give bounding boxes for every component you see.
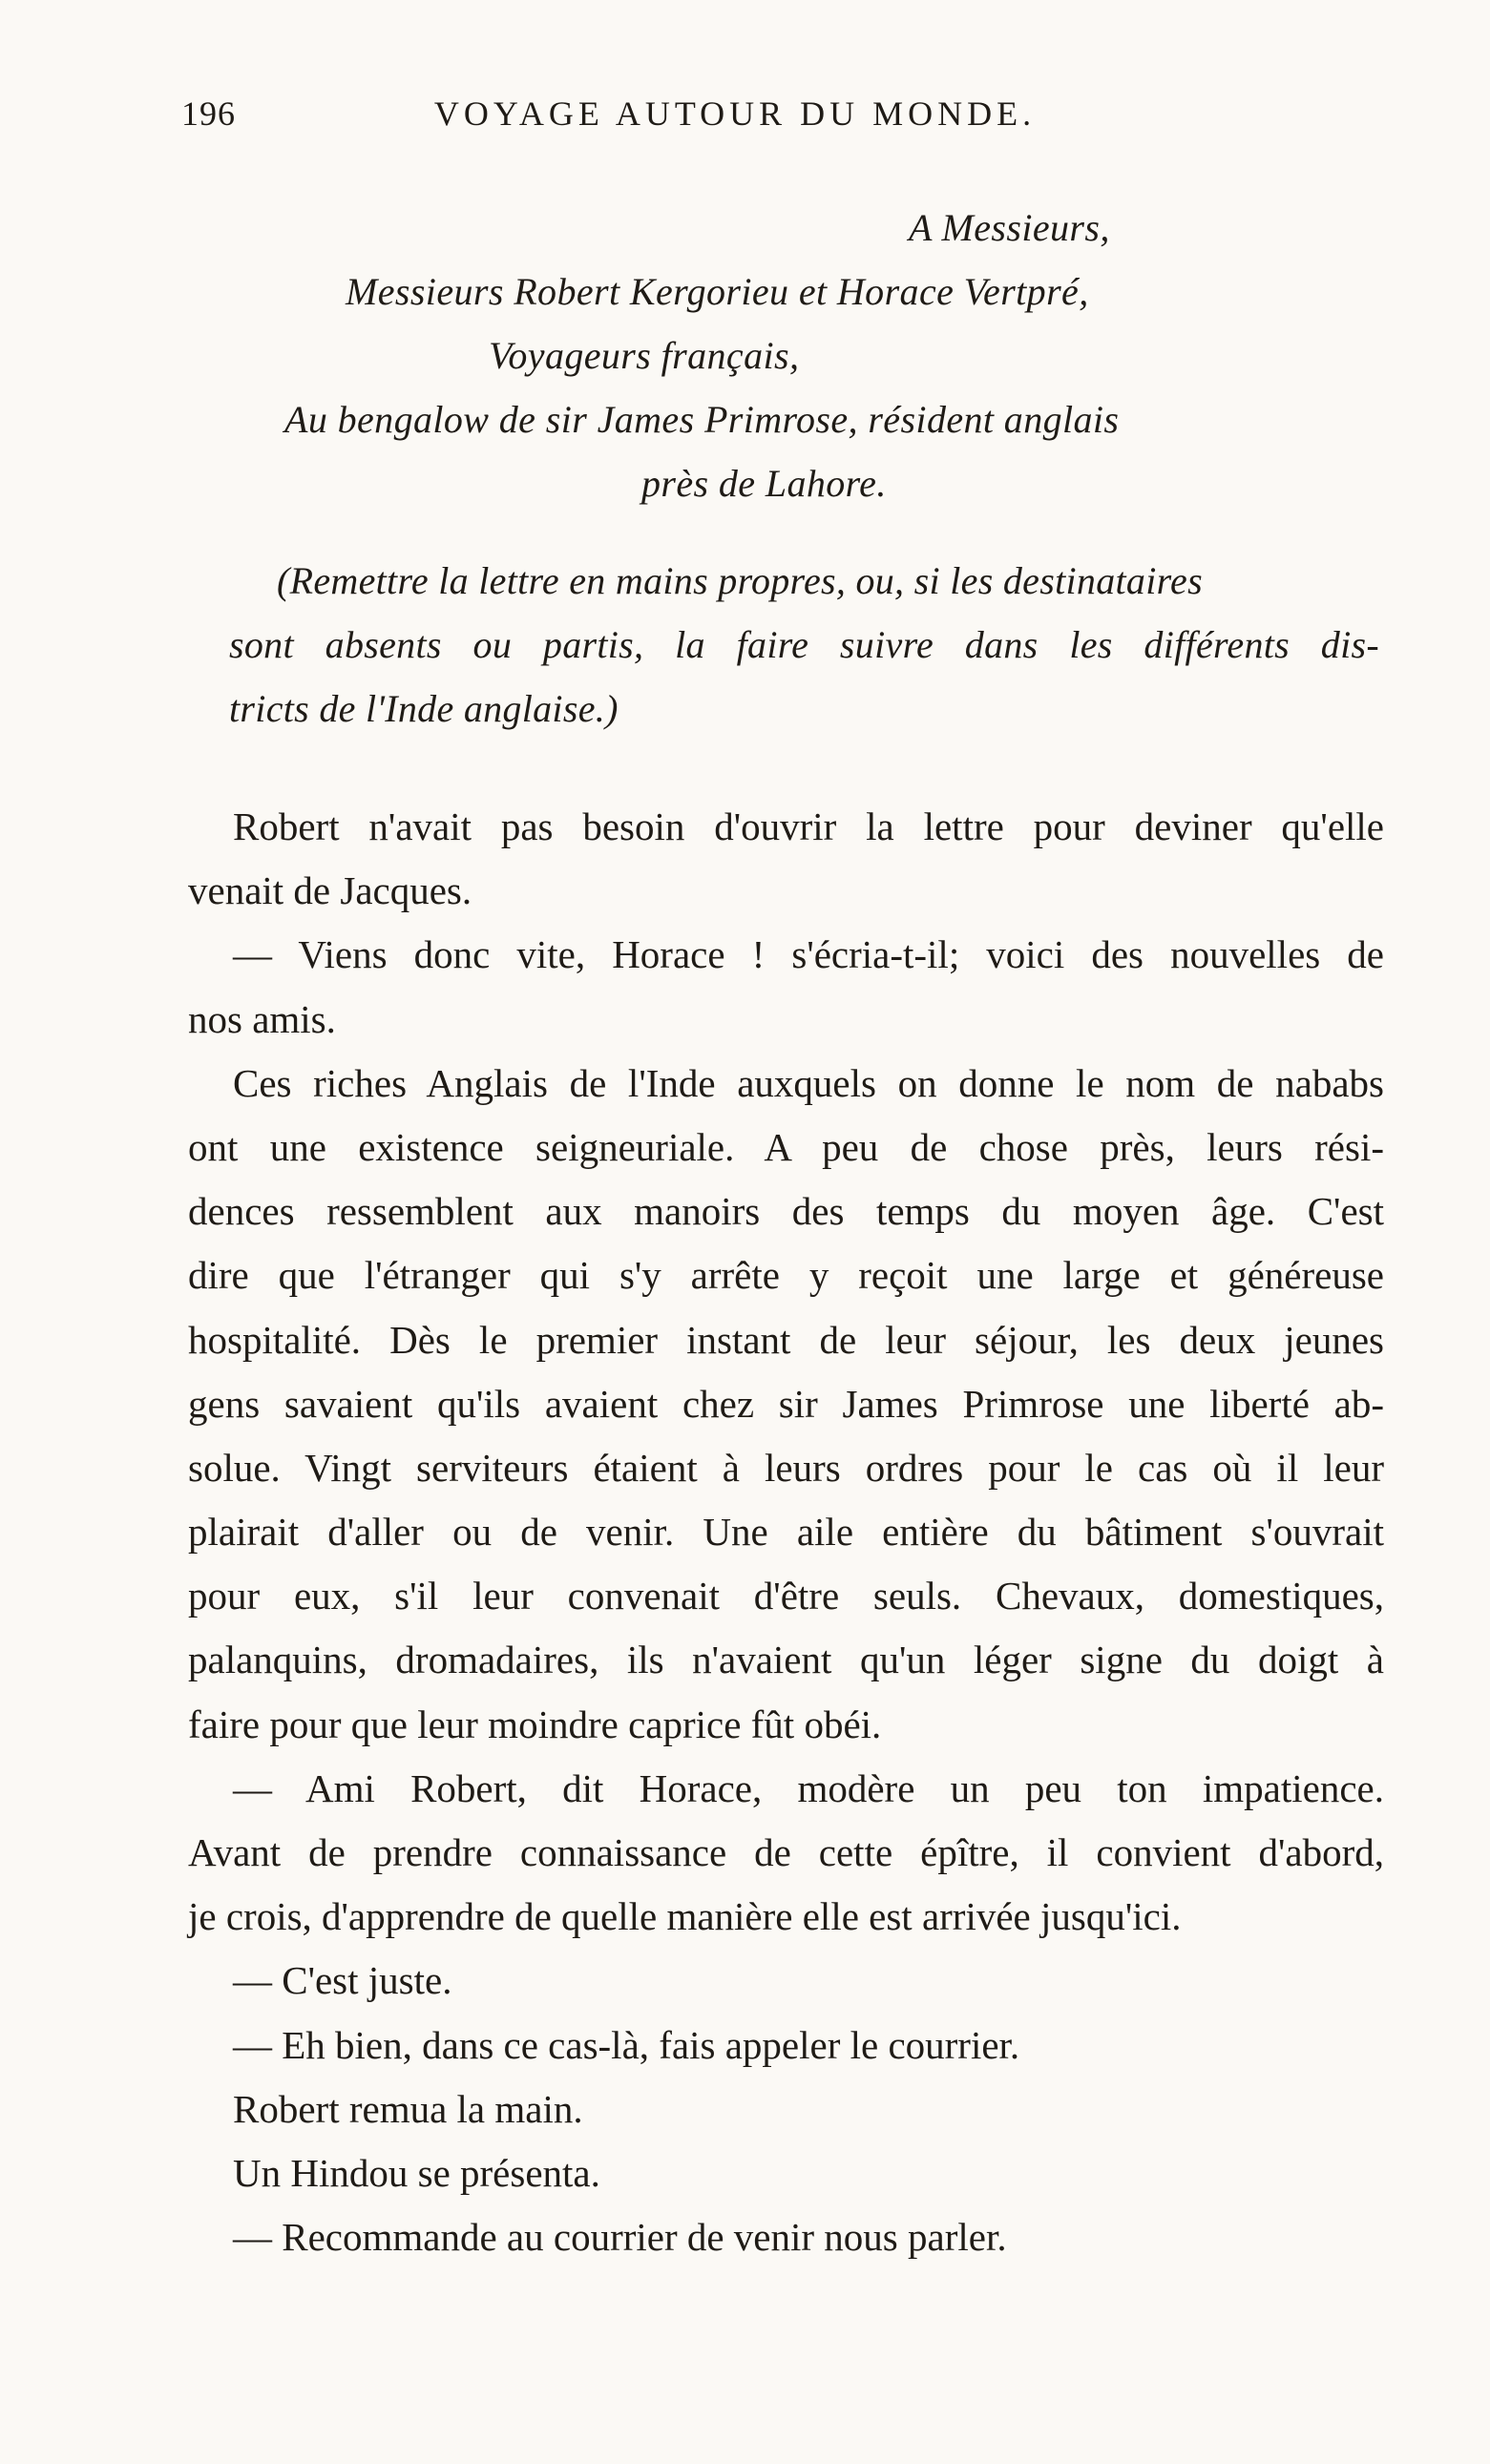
body-line: Robert n'avait pas besoin d'ouvrir la lettre pour deviner qu'elle bbox=[233, 804, 1384, 848]
address-line: près de Lahore. bbox=[641, 462, 887, 505]
body-line: — C'est juste. bbox=[233, 1958, 452, 2003]
body-line: Robert remua la main. bbox=[233, 2086, 583, 2131]
body-line: faire pour que leur moindre caprice fût obéi. bbox=[188, 1702, 882, 1746]
running-head bbox=[181, 94, 1289, 141]
instruction-line: sont absents ou partis, la faire suivre dans les différents dis- bbox=[229, 623, 1379, 666]
address-line: Voyageurs français, bbox=[489, 334, 800, 377]
body-line: solue. Vingt serviteurs étaient à leurs ordres pour le cas où il leur bbox=[188, 1445, 1384, 1490]
instruction-line: tricts de l'Inde anglaise.) bbox=[229, 687, 619, 730]
running-title: VOYAGE AUTOUR DU MONDE. bbox=[433, 94, 1037, 133]
body-line: dences ressemblent aux manoirs des temps du moyen âge. C'est bbox=[188, 1189, 1384, 1234]
address-line: Au bengalow de sir James Primrose, résident anglais bbox=[284, 398, 1120, 441]
body-line: Ces riches Anglais de l'Inde auxquels on donne le nom de nababs bbox=[233, 1060, 1384, 1105]
body-line: venait de Jacques. bbox=[188, 868, 472, 913]
body-line: palanquins, dromadaires, ils n'avaient qu'un léger signe du doigt à bbox=[188, 1638, 1384, 1682]
body-line: — Ami Robert, dit Horace, modère un peu ton impatience. bbox=[233, 1765, 1384, 1810]
body-line: gens savaient qu'ils avaient chez sir James Primrose une liberté ab- bbox=[188, 1381, 1384, 1426]
instruction-line: (Remettre la lettre en mains propres, ou, si les destinataires bbox=[277, 559, 1203, 602]
body-line: plairait d'aller ou de venir. Une aile entière du bâtiment s'ouvrait bbox=[188, 1510, 1384, 1555]
body-line: dire que l'étranger qui s'y arrête y reçoit une large et généreuse bbox=[188, 1253, 1384, 1298]
body-line: je crois, d'apprendre de quelle manière elle est arrivée jusqu'ici. bbox=[188, 1894, 1182, 1939]
page-number: 196 bbox=[181, 94, 236, 133]
body-line: — Viens donc vite, Horace ! s'écria-t-il; voici des nouvelles de bbox=[233, 932, 1384, 977]
body-line: ont une existence seigneuriale. A peu de chose près, leurs rési- bbox=[188, 1124, 1384, 1169]
body-line: — Recommande au courrier de venir nous parler. bbox=[233, 2215, 1007, 2260]
address-line: A Messieurs, bbox=[909, 206, 1110, 249]
body-line: pour eux, s'il leur convenait d'être seuls. Chevaux, domestiques, bbox=[188, 1574, 1384, 1618]
delivery-instruction bbox=[229, 549, 1379, 741]
body-line: — Eh bien, dans ce cas-là, fais appeler le courrier. bbox=[233, 2022, 1020, 2067]
body-line: Avant de prendre connaissance de cette épître, il convient d'abord, bbox=[188, 1830, 1384, 1874]
body-line: hospitalité. Dès le premier instant de leur séjour, les deux jeunes bbox=[188, 1317, 1384, 1362]
address-line: Messieurs Robert Kergorieu et Horace Vertpré, bbox=[346, 270, 1089, 313]
body-line: Un Hindou se présenta. bbox=[233, 2150, 600, 2195]
body-line: nos amis. bbox=[188, 996, 336, 1041]
body-text bbox=[188, 795, 1384, 2269]
letter-address bbox=[181, 196, 1394, 515]
